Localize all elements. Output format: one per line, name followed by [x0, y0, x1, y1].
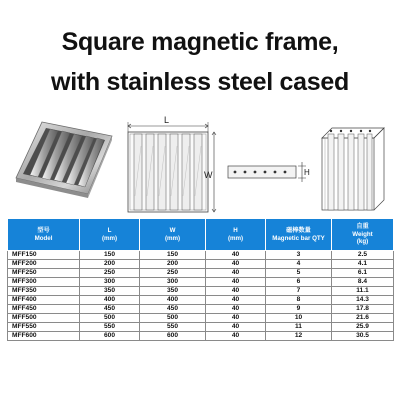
cell-height: 40	[206, 278, 266, 287]
cell-weight: 6.1	[332, 269, 394, 278]
cell-width: 250	[140, 269, 206, 278]
dimension-label-h: H	[304, 168, 310, 177]
cell-bar-qty: 5	[266, 269, 332, 278]
dimension-label-w: W	[204, 170, 213, 180]
cell-height: 40	[206, 287, 266, 296]
cell-weight: 8.4	[332, 278, 394, 287]
cell-weight: 4.1	[332, 260, 394, 269]
cell-width: 150	[140, 251, 206, 260]
cell-model: MFF550	[8, 323, 80, 332]
cell-height: 40	[206, 296, 266, 305]
cell-height: 40	[206, 305, 266, 314]
table-row	[8, 314, 394, 323]
top-view-drawing	[124, 116, 220, 216]
table-row	[8, 296, 394, 305]
table-row	[8, 287, 394, 296]
cell-width: 500	[140, 314, 206, 323]
cell-height: 40	[206, 314, 266, 323]
cell-model: MFF200	[8, 260, 80, 269]
header-model: 型号 Model	[8, 219, 80, 251]
header-weight: 自重 Weight (kg)	[332, 219, 394, 251]
cell-model: MFF400	[8, 296, 80, 305]
cell-weight: 17.8	[332, 305, 394, 314]
table-row	[8, 251, 394, 260]
header-length: L (mm)	[80, 219, 140, 251]
cell-width: 350	[140, 287, 206, 296]
cell-model: MFF150	[8, 251, 80, 260]
cell-bar-qty: 9	[266, 305, 332, 314]
table-row	[8, 278, 394, 287]
title-line-2: with stainless steel cased	[51, 68, 349, 96]
cell-bar-qty: 7	[266, 287, 332, 296]
cell-length: 500	[80, 314, 140, 323]
table-row	[8, 305, 394, 314]
cell-length: 300	[80, 278, 140, 287]
cell-model: MFF450	[8, 305, 80, 314]
cell-length: 150	[80, 251, 140, 260]
cell-width: 200	[140, 260, 206, 269]
table-row	[8, 323, 394, 332]
cell-height: 40	[206, 260, 266, 269]
header-width: W (mm)	[140, 219, 206, 251]
cell-weight: 2.5	[332, 251, 394, 260]
cell-bar-qty: 6	[266, 278, 332, 287]
cell-length: 400	[80, 296, 140, 305]
product-figures	[0, 108, 400, 220]
dimension-label-l: L	[164, 116, 170, 125]
cell-model: MFF250	[8, 269, 80, 278]
header-bar-qty: 磁棒数量 Magnetic bar QTY	[266, 219, 332, 251]
spec-table	[7, 218, 394, 341]
cell-height: 40	[206, 323, 266, 332]
cell-model: MFF600	[8, 332, 80, 341]
table-row	[8, 260, 394, 269]
cell-bar-qty: 8	[266, 296, 332, 305]
cell-width: 550	[140, 323, 206, 332]
cell-bar-qty: 4	[266, 260, 332, 269]
cell-width: 300	[140, 278, 206, 287]
cell-weight: 14.3	[332, 296, 394, 305]
cell-width: 400	[140, 296, 206, 305]
cell-model: MFF500	[8, 314, 80, 323]
table-row	[8, 269, 394, 278]
cell-width: 450	[140, 305, 206, 314]
isometric-sketch	[318, 122, 388, 214]
cell-bar-qty: 11	[266, 323, 332, 332]
table-body	[8, 251, 394, 341]
cell-length: 350	[80, 287, 140, 296]
header-height: H (mm)	[206, 219, 266, 251]
cell-weight: 30.5	[332, 332, 394, 341]
cell-height: 40	[206, 251, 266, 260]
side-view-drawing	[226, 158, 312, 188]
cell-length: 600	[80, 332, 140, 341]
cell-height: 40	[206, 332, 266, 341]
cell-model: MFF300	[8, 278, 80, 287]
cell-length: 550	[80, 323, 140, 332]
table-row	[8, 332, 394, 341]
table-header-row	[8, 219, 394, 251]
cell-length: 250	[80, 269, 140, 278]
cell-bar-qty: 10	[266, 314, 332, 323]
cell-weight: 11.1	[332, 287, 394, 296]
title-line-1: Square magnetic frame,	[61, 28, 339, 56]
cell-length: 200	[80, 260, 140, 269]
cell-weight: 21.6	[332, 314, 394, 323]
cell-length: 450	[80, 305, 140, 314]
frame-photo	[14, 118, 114, 200]
cell-model: MFF350	[8, 287, 80, 296]
cell-weight: 25.9	[332, 323, 394, 332]
cell-bar-qty: 12	[266, 332, 332, 341]
cell-bar-qty: 3	[266, 251, 332, 260]
cell-width: 600	[140, 332, 206, 341]
cell-height: 40	[206, 269, 266, 278]
